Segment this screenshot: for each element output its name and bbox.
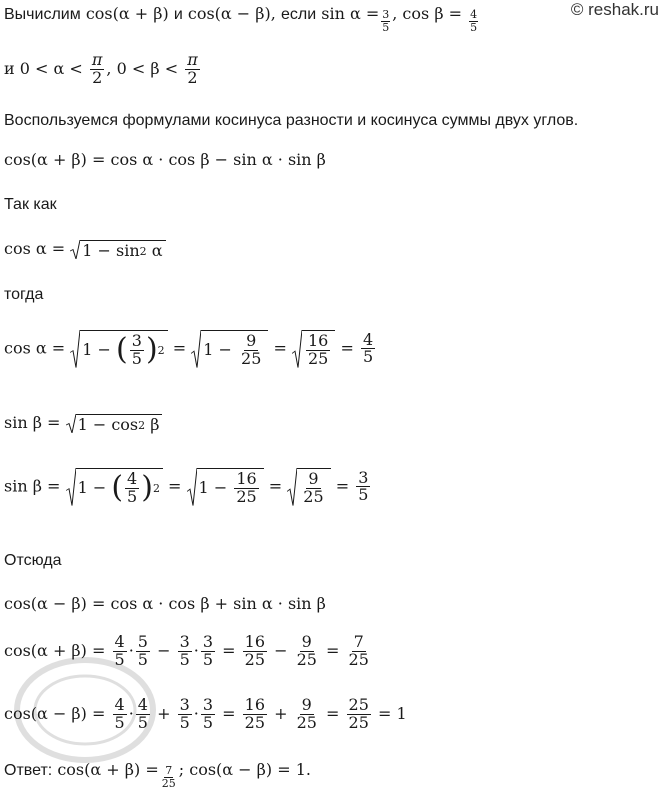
fraction: $\frac{3}{5}$ xyxy=(358,467,369,505)
sin-beta-formula: sin β = 1 − cos 2 β xyxy=(4,414,162,433)
answer-line: Ответ: cos(α + β) = $\frac{7}{25}$ ; cos(α − β) = 1. xyxy=(4,760,311,790)
fraction: $\frac{9}{25}$ xyxy=(296,695,317,732)
fraction: $\frac{4}{5}$ xyxy=(127,469,138,506)
diff-formula: cos(α − β) = cos α · cos β + sin α · sin β xyxy=(4,594,326,613)
fraction: $\frac{25}{25}$ xyxy=(348,695,369,732)
fraction: $\frac{7}{25}$ xyxy=(161,764,176,790)
fraction: $\frac{16}{25}$ xyxy=(244,695,265,732)
sqrt: 1 − ( $\frac{4}{5}$ ) 2 xyxy=(66,468,163,506)
fraction: $\frac{\pi}{2}$ xyxy=(187,50,198,87)
fraction: $\frac{4}{5}$ xyxy=(137,695,148,732)
fraction: $\frac{4}{5}$ xyxy=(470,8,478,34)
fraction: $\frac{9}{25}$ xyxy=(303,469,324,506)
sqrt: 1 − cos 2 β xyxy=(66,414,163,433)
fraction: $\frac{4}{5}$ xyxy=(114,695,125,732)
fraction: $\frac{\pi}{2}$ xyxy=(91,50,103,87)
fraction: $\frac{9}{25}$ xyxy=(241,331,262,368)
fraction: $\frac{4}{5}$ xyxy=(114,632,125,669)
fraction: $\frac{5}{5}$ xyxy=(137,632,148,669)
sqrt xyxy=(287,468,330,506)
fraction: $\frac{9}{25}$ xyxy=(296,632,317,669)
cos-sum-calculation: cos(α + β) = $\frac{4}{5}$ · $\frac{5}{5}$ − $\frac{3}{5}$ · $\frac{3}{5}$ = $\frac{16}{25}$ − $\frac{9}{25}$ = $\frac{7}{25}$ xyxy=(4,632,369,669)
hence-label: Отсюда xyxy=(4,552,62,569)
cos-alpha-formula: cos α = 1 − sin 2 α xyxy=(4,240,166,259)
fraction: $\frac{3}{5}$ xyxy=(179,695,190,732)
fraction: $\frac{3}{5}$ xyxy=(179,632,190,669)
fraction: $\frac{3}{5}$ xyxy=(202,632,214,669)
sqrt: 1 − ( $\frac{3}{5}$ ) 2 xyxy=(70,330,167,368)
reshak-watermark-logo xyxy=(10,650,160,770)
fraction: $\frac{3}{5}$ xyxy=(382,8,390,34)
sin-beta-calculation: sin β = 1 − ( $\frac{4}{5}$ ) 2 = 1 − $\frac{16}{25}$ = $\frac{9}{25}$ = $\frac{3}{5}$ xyxy=(4,467,369,506)
cos-diff-calculation: cos(α − β) = $\frac{4}{5}$ · $\frac{4}{5}$ + $\frac{3}{5}$ · $\frac{3}{5}$ = $\frac{16}{25}$ + $\frac{9}{25}$ = $\frac{25}{25}$ = 1 xyxy=(4,695,407,732)
sqrt: 1 − $\frac{9}{25}$ xyxy=(191,330,268,368)
since-label: Так как xyxy=(4,196,57,213)
intro-text: Воспользуемся формулами косинуса разности и косинуса суммы двух углов. xyxy=(4,112,579,129)
sqrt: 1 − $\frac{16}{25}$ xyxy=(187,468,264,506)
fraction: $\frac{7}{25}$ xyxy=(348,632,369,669)
fraction: $\frac{3}{5}$ xyxy=(131,331,142,368)
fraction: $\frac{16}{25}$ xyxy=(244,632,265,669)
cos-alpha-calculation: cos α = 1 − ( $\frac{3}{5}$ ) 2 = 1 − $\frac{9}{25}$ = $\frac{16}{25}$ = $\frac{4}{5}$ xyxy=(4,329,374,368)
sqrt xyxy=(292,330,335,368)
site-watermark: © reshak.ru xyxy=(570,0,659,19)
sqrt: 1 − sin 2 α xyxy=(70,240,165,259)
fraction: $\frac{16}{25}$ xyxy=(307,331,329,368)
then-label: тогда xyxy=(4,286,44,303)
fraction: $\frac{4}{5}$ xyxy=(362,329,374,367)
problem-statement: Вычислим cos(α + β) и cos(α − β), если sin α = $\frac{3}{5}$ , cos β = $\frac{4}{5}$ xyxy=(4,4,478,34)
fraction: $\frac{16}{25}$ xyxy=(236,469,257,506)
sum-formula: cos(α + β) = cos α · cos β − sin α · sin β xyxy=(4,150,326,169)
fraction: $\frac{3}{5}$ xyxy=(202,695,214,732)
condition-line: и 0 < α < $\frac{\pi}{2}$ , 0 < β < $\frac{\pi}{2}$ xyxy=(4,50,198,87)
